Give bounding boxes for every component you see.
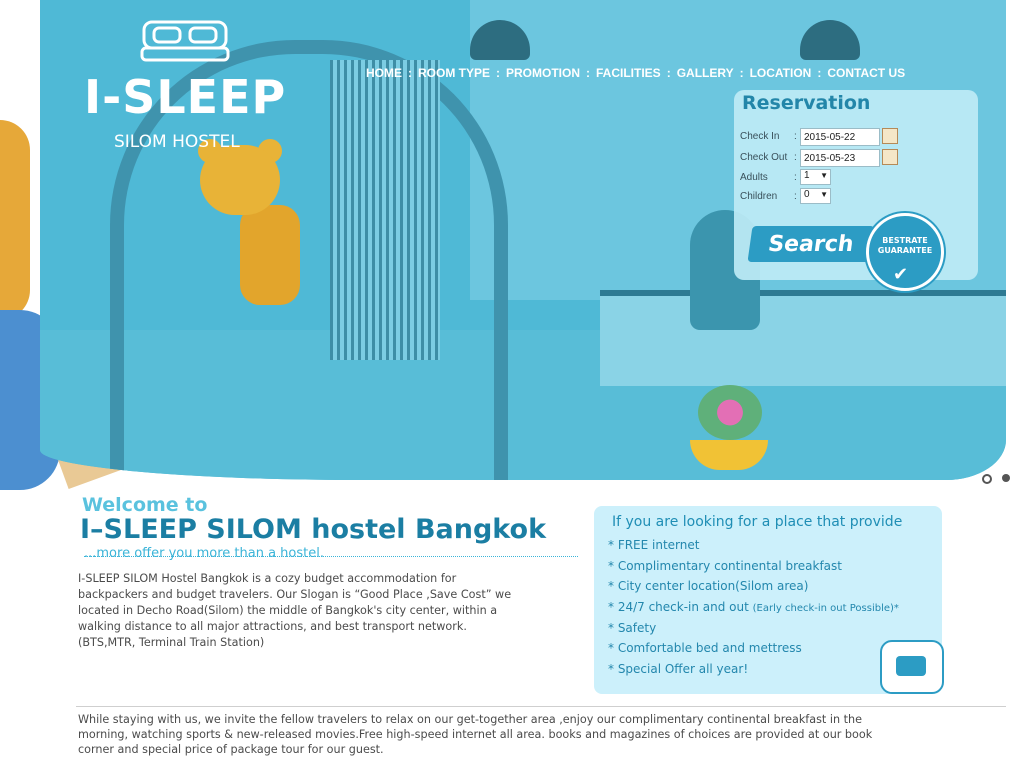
nav-separator: :	[586, 66, 591, 80]
children-select[interactable]: 0 ▼	[800, 188, 831, 204]
offer-list	[608, 538, 899, 683]
nav-separator: :	[408, 66, 412, 80]
welcome-kicker: Welcome to	[82, 494, 208, 516]
nav-separator: :	[739, 66, 744, 80]
nav-promotion[interactable]: PROMOTION	[506, 66, 581, 80]
nav-separator: :	[817, 66, 822, 80]
logo-subtitle: SILOM HOSTEL	[114, 132, 240, 152]
list-item: * Special Offer all year!	[608, 662, 749, 677]
nav-home[interactable]: HOME	[366, 66, 402, 80]
list-item: * FREE internet	[608, 538, 700, 552]
list-item: * 24/7 check-in and out (Early check-in out Possible)*	[608, 600, 899, 615]
nav-separator: :	[496, 66, 501, 80]
site-logo[interactable]	[84, 8, 294, 158]
nav-separator: :	[666, 66, 671, 80]
intro-text: I-SLEEP SILOM Hostel Bangkok is a cozy budget accommodation for backpackers and budget travelers. Our Slogan is “Good Place ,Save Cost” we located in Decho Road(Silom) the middle of Bangkok's city center, within a walking distance to all major attractions, and best transport network.(BTS,MTR, Terminal Train Station)	[78, 572, 512, 649]
list-item: * Complimentary continental breakfast	[608, 558, 842, 573]
check-out-input[interactable]	[800, 149, 880, 167]
slider-dot-active[interactable]	[1002, 474, 1010, 482]
chevron-down-icon: ▼	[820, 190, 828, 199]
divider	[84, 556, 578, 557]
hero-curtain	[330, 60, 440, 360]
adults-select[interactable]: 1 ▼	[800, 169, 831, 185]
footer-text: While staying with us, we invite the fellow travelers to relax on our get-together area ,enjoy our complimentary continental breakfast in the morning, watching sports & new-released movies.Free high-speed internet all area. books and magazines of choices are provided at our book corner and special price of package tour for our guest.	[78, 713, 873, 756]
list-item: * Safety	[608, 620, 657, 635]
calendar-icon[interactable]	[882, 128, 898, 144]
reservation-panel: Reservation Check In : 2015-05-22 Check Out : 2015-05-23 Adults : 1 ▼ Children : 0 ▼	[734, 90, 978, 280]
checkmark-icon: ✔	[893, 264, 909, 285]
logo-title: I-SLEEP	[84, 70, 287, 124]
tagline: ...more offer you more than a hostel.	[84, 546, 324, 561]
divider	[76, 706, 1006, 707]
teddy-bear-mascot	[200, 145, 290, 305]
slider-dot[interactable]	[982, 474, 992, 484]
nav-room-type[interactable]: ROOM TYPE	[418, 66, 491, 80]
adults-label: Adults	[740, 172, 768, 183]
chat-bubble-bed-icon[interactable]	[880, 640, 944, 694]
nav-contact-us[interactable]: CONTACT US	[827, 66, 906, 80]
nav-location[interactable]: LOCATION	[749, 66, 812, 80]
main-nav	[366, 66, 905, 84]
check-out-label: Check Out	[740, 152, 788, 163]
check-in-label: Check In	[740, 131, 780, 142]
reservation-title: Reservation	[742, 92, 871, 114]
bed-icon	[140, 18, 230, 68]
chevron-down-icon: ▼	[820, 171, 828, 180]
list-item: * Comfortable bed and mettress	[608, 641, 802, 656]
calendar-icon[interactable]	[882, 149, 898, 165]
search-button[interactable]: Search	[747, 226, 874, 262]
reception-desk	[600, 290, 1006, 386]
bag-shape	[0, 120, 30, 320]
check-in-input[interactable]	[800, 128, 880, 146]
slider-dots	[982, 474, 1010, 484]
page-title: I–SLEEP SILOM hostel Bangkok	[80, 514, 547, 545]
best-rate-guarantee-badge: BESTRATE GUARANTEE ✔	[866, 213, 944, 291]
nav-facilities[interactable]: FACILITIES	[596, 66, 661, 80]
offer-title: If you are looking for a place that provide	[612, 514, 903, 530]
flower-pot	[690, 385, 770, 475]
nav-gallery[interactable]: GALLERY	[676, 66, 734, 80]
list-item: * City center location(Silom area)	[608, 579, 809, 594]
bed-icon	[896, 656, 926, 676]
children-label: Children	[740, 191, 778, 202]
